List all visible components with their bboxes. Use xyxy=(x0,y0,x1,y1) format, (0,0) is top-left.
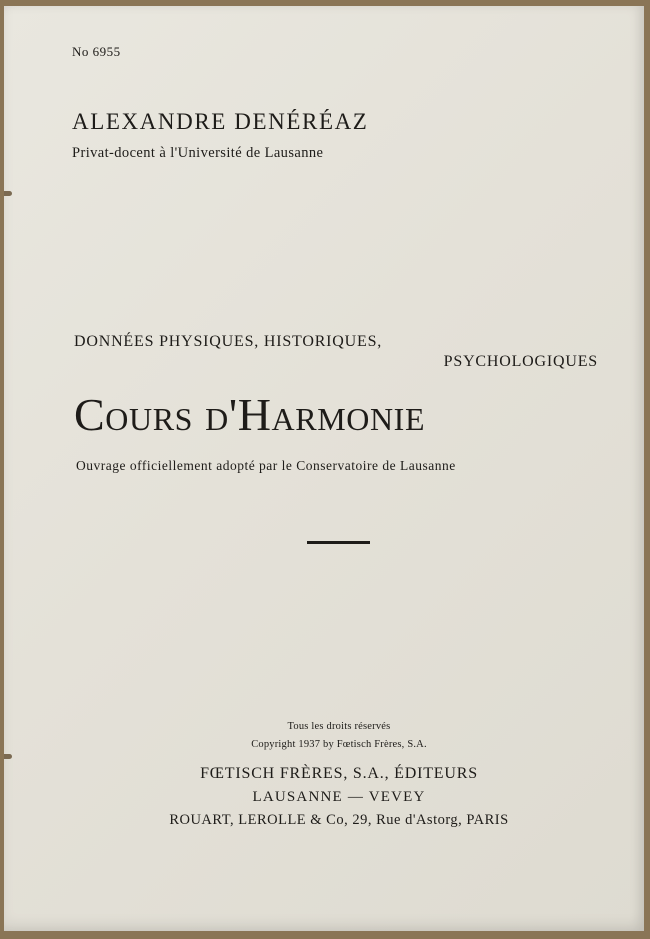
punch-hole xyxy=(4,754,12,759)
copyright-notice: Copyright 1937 by Fœtisch Frères, S.A. xyxy=(251,739,427,750)
publisher-name: FŒTISCH FRÈRES, S.A., ÉDITEURS xyxy=(200,765,478,782)
book-title: Cours d'Harmonie xyxy=(74,389,426,440)
divider-rule xyxy=(307,541,370,544)
book-number: No 6955 xyxy=(72,44,121,59)
rights-notice: Tous les droits réservés xyxy=(287,721,391,732)
book-description: Ouvrage officiellement adopté par le Conservatoire de Lausanne xyxy=(76,458,456,473)
author-name: ALEXANDRE DENÉRÉAZ xyxy=(72,109,369,134)
punch-hole xyxy=(4,191,12,196)
publisher-cities: LAUSANNE — VEVEY xyxy=(252,789,426,805)
subtitle-line-2: PSYCHOLOGIQUES xyxy=(443,353,598,370)
title-page xyxy=(4,6,644,931)
subtitle-line-1: DONNÉES PHYSIQUES, HISTORIQUES, xyxy=(74,333,383,350)
distributor-address: ROUART, LEROLLE & Co, 29, Rue d'Astorg, PARIS xyxy=(169,812,509,828)
author-affiliation: Privat-docent à l'Université de Lausanne xyxy=(72,145,324,161)
